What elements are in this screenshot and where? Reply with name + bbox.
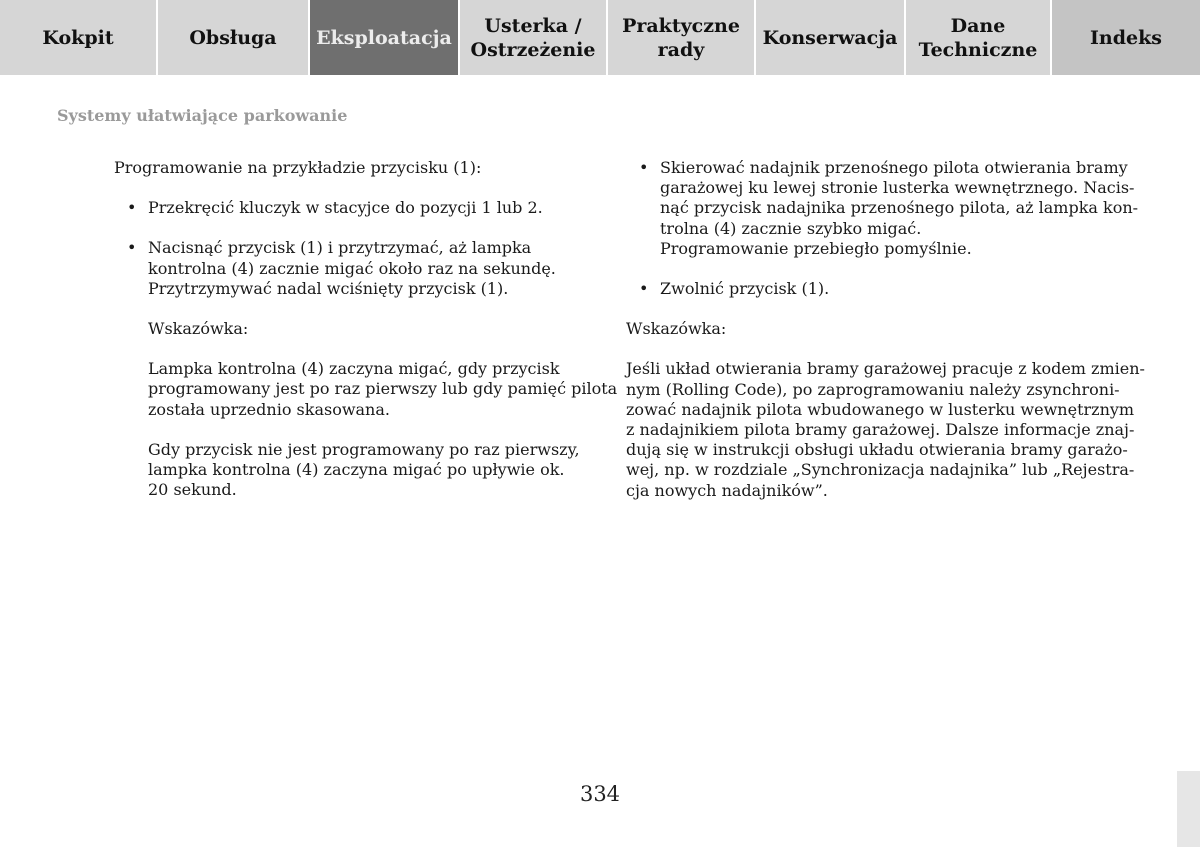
note-line: cja nowych nadajników”. bbox=[626, 480, 828, 500]
tab-label-line2: Techniczne bbox=[918, 38, 1038, 61]
note-line: Lampka kontrolna (4) zaczyna migać, gdy przycisk bbox=[148, 359, 560, 379]
bullet-icon: • bbox=[127, 198, 137, 218]
page-edge-marker bbox=[1177, 771, 1200, 847]
tab-label: Obsługa bbox=[189, 26, 277, 49]
bullet-text-line: garażowej ku lewej stronie lusterka wewnętrznego. Nacis- bbox=[660, 178, 1135, 198]
intro-text: Programowanie na przykładzie przycisku (1): bbox=[114, 158, 482, 177]
note-line: Jeśli układ otwierania bramy garażowej pracuje z kodem zmien- bbox=[626, 359, 1145, 379]
list-item bbox=[114, 198, 594, 218]
bullet-text-line: Przytrzymywać nadal wciśnięty przycisk (1). bbox=[148, 278, 509, 298]
note-line: została uprzednio skasowana. bbox=[148, 399, 390, 419]
tab-label-line2: rady bbox=[657, 38, 705, 61]
bullet-text-line: Nacisnąć przycisk (1) i przytrzymać, aż lampka bbox=[148, 238, 532, 258]
note-paragraph bbox=[626, 359, 1145, 500]
note-line: 20 sekund. bbox=[148, 480, 237, 500]
bullet-text-line: trolna (4) zacznie szybko migać. bbox=[660, 218, 922, 238]
list-item bbox=[626, 158, 1139, 259]
tab-konserwacja[interactable] bbox=[756, 0, 906, 75]
chapter-tabs bbox=[0, 0, 1200, 75]
left-column bbox=[114, 158, 618, 520]
note-line: zować nadajnik pilota wbudowanego w lusterku wewnętrznym bbox=[626, 399, 1135, 419]
bullet-text-line: Programowanie przebiegło pomyślnie. bbox=[660, 238, 972, 258]
list-item bbox=[114, 238, 594, 299]
note-line: Gdy przycisk nie jest programowany po raz pierwszy, bbox=[148, 439, 580, 459]
bullet-text-line: Skierować nadajnik przenośnego pilota otwierania bramy bbox=[660, 158, 1128, 177]
tab-eksploatacja[interactable] bbox=[310, 0, 460, 75]
tab-label-line2: Ostrzeżenie bbox=[470, 38, 596, 61]
note-line: lampka kontrolna (4) zaczyna migać po upływie ok. bbox=[148, 460, 565, 480]
note-paragraph bbox=[114, 440, 594, 501]
list-item bbox=[626, 279, 1096, 299]
tab-label: Usterka / bbox=[484, 14, 582, 37]
tab-dane-techniczne[interactable] bbox=[906, 0, 1052, 75]
bullet-icon: • bbox=[127, 238, 137, 258]
bullet-text-line: nąć przycisk nadajnika przenośnego pilota, aż lampka kon- bbox=[660, 198, 1139, 218]
tab-label: Konserwacja bbox=[762, 26, 898, 49]
note-line: dują się w instrukcji obsługi układu otwierania bramy garażo- bbox=[626, 440, 1128, 460]
note-line: z nadajnikiem pilota bramy garażowej. Dalsze informacje znaj- bbox=[626, 420, 1135, 440]
right-column bbox=[626, 158, 1145, 521]
bullet-text: Zwolnić przycisk (1). bbox=[660, 279, 830, 299]
tab-indeks[interactable] bbox=[1052, 0, 1200, 75]
tab-label: Indeks bbox=[1090, 26, 1162, 49]
bullet-text: Przekręcić kluczyk w stacyjce do pozycji 1 lub 2. bbox=[148, 198, 543, 218]
note-line: wej, np. w rozdziale „Synchronizacja nadajnika” lub „Rejestra- bbox=[626, 460, 1135, 480]
tab-obsluga[interactable] bbox=[158, 0, 310, 75]
note-paragraph bbox=[114, 359, 618, 420]
tab-praktyczne-rady[interactable] bbox=[608, 0, 756, 75]
bullet-text-line: kontrolna (4) zacznie migać około raz na sekundę. bbox=[148, 258, 556, 278]
note-line: nym (Rolling Code), po zaprogramowaniu należy zsynchroni- bbox=[626, 379, 1120, 399]
tab-label: Praktyczne bbox=[622, 14, 740, 37]
note-label: Wskazówka: bbox=[626, 319, 727, 339]
page-number: 334 bbox=[579, 782, 621, 806]
note-label: Wskazówka: bbox=[148, 319, 249, 339]
tab-label: Eksploatacja bbox=[316, 26, 452, 49]
tab-kokpit[interactable] bbox=[0, 0, 158, 75]
note-line: programowany jest po raz pierwszy lub gdy pamięć pilota bbox=[148, 379, 618, 399]
tab-usterka-ostrzezenie[interactable] bbox=[460, 0, 608, 75]
bullet-icon: • bbox=[639, 158, 649, 177]
bullet-icon: • bbox=[639, 279, 649, 299]
tab-label: Kokpit bbox=[42, 26, 114, 49]
tab-label: Dane bbox=[950, 14, 1006, 37]
section-title: Systemy ułatwiające parkowanie bbox=[57, 106, 348, 125]
